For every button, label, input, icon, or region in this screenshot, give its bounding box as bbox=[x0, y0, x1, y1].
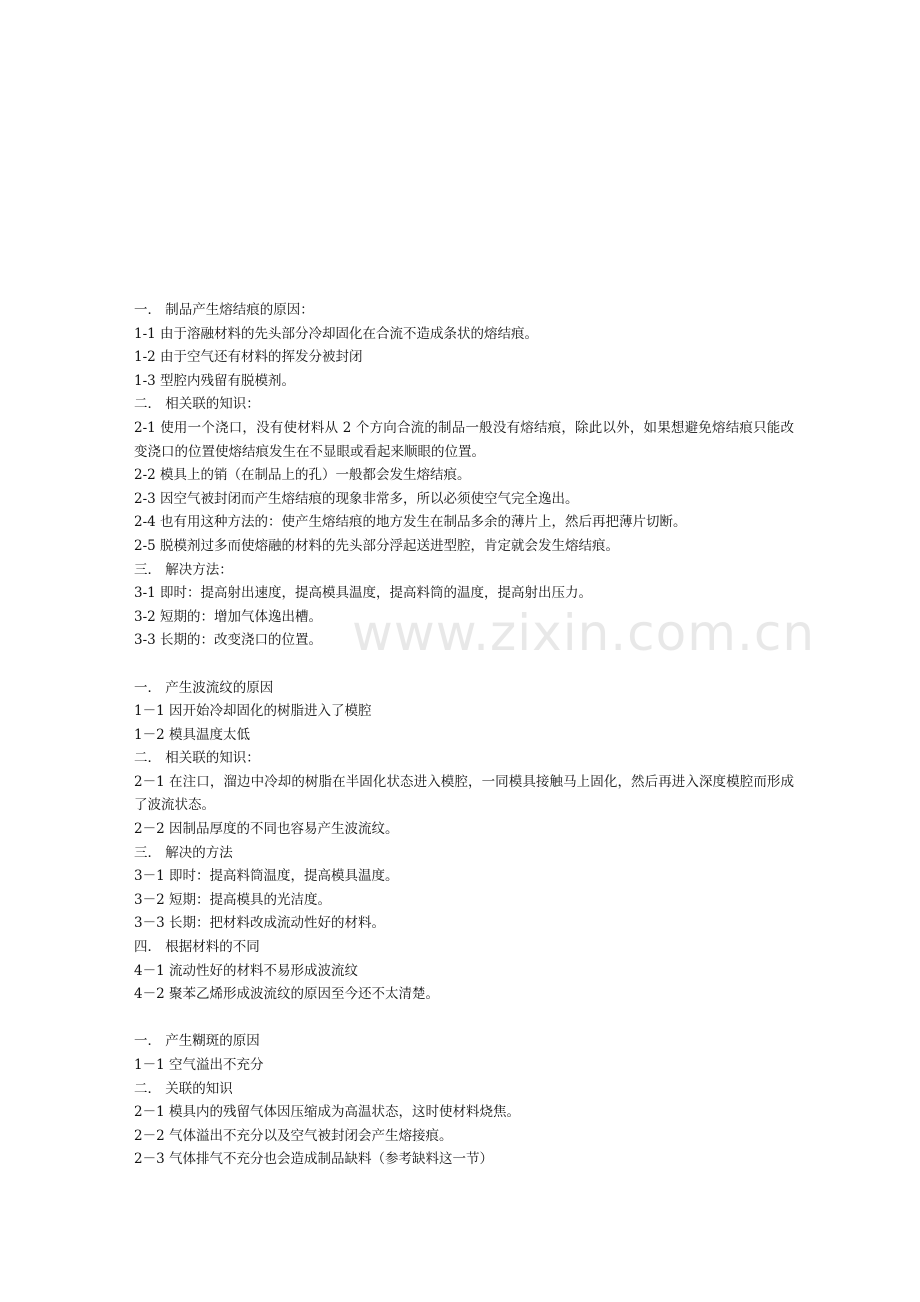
text-paragraph: 2－1 在注口，溜边中冷却的树脂在半固化状态进入模腔，一同模具接触马上固化，然后再进入深度模腔而形成了波流状态。 bbox=[134, 773, 794, 814]
text-line: 3－2 短期：提高模具的光洁度。 bbox=[134, 891, 331, 908]
text-line: 2－3 气体排气不充分也会造成制品缺料（参考缺料这一节） bbox=[134, 1151, 493, 1168]
text-line: 3-1 即时：提高射出速度，提高模具温度，提高料筒的温度，提高射出压力。 bbox=[134, 585, 593, 602]
blank-line bbox=[134, 1007, 794, 1031]
text-line: 2－2 因制品厚度的不同也容易产生波流纹。 bbox=[134, 821, 399, 838]
text-line: 3－1 即时：提高料筒温度，提高模具温度。 bbox=[134, 868, 399, 885]
text-paragraph: 2-1 使用一个浇口，没有使材料从 2 个方向合流的制品一般没有熔结痕，除此以外，如果想避免熔结痕只能改变浇口的位置使熔结痕发生在不显眼或看起来顺眼的位置。 bbox=[134, 419, 794, 460]
heading: 二． 关联的知识 bbox=[134, 1080, 233, 1097]
blank-line bbox=[134, 653, 794, 677]
section-flow-mark bbox=[134, 677, 794, 1007]
text-line: 1－1 因开始冷却固化的树脂进入了模腔 bbox=[134, 703, 372, 720]
heading: 三． 解决的方法 bbox=[134, 844, 233, 861]
section-weld-line bbox=[134, 299, 794, 653]
text-line: 2－2 气体溢出不充分以及空气被封闭会产生熔接痕。 bbox=[134, 1127, 453, 1144]
heading: 一． 产生波流纹的原因 bbox=[134, 679, 274, 696]
heading: 四． 根据材料的不同 bbox=[134, 939, 260, 956]
heading: 一． 制品产生熔结痕的原因： bbox=[134, 302, 314, 318]
heading: 二． 相关联的知识： bbox=[134, 750, 260, 767]
section-burn-mark bbox=[134, 1030, 794, 1172]
text-line: 1－1 空气溢出不充分 bbox=[134, 1057, 264, 1073]
text-line: 3-2 短期的：增加气体逸出槽。 bbox=[134, 608, 323, 625]
text-line: 1-1 由于溶融材料的先头部分冷却固化在合流不造成条状的熔结痕。 bbox=[134, 325, 539, 342]
text-line: 1-2 由于空气还有材料的挥发分被封闭 bbox=[134, 349, 363, 366]
watermark: www.zixin.com.cn bbox=[352, 604, 816, 662]
heading: 二． 相关联的知识： bbox=[134, 396, 260, 413]
text-line: 4－2 聚苯乙烯形成波流纹的原因至今还不太清楚。 bbox=[134, 986, 439, 1003]
text-line: 3-3 长期的：改变浇口的位置。 bbox=[134, 632, 323, 649]
document-body bbox=[134, 299, 794, 1172]
text-line: 2-4 也有用这种方法的：使产生熔结痕的地方发生在制品多余的薄片上，然后再把薄片切断。 bbox=[134, 514, 687, 531]
heading: 三． 解决方法： bbox=[134, 561, 233, 578]
heading: 一． 产生糊斑的原因 bbox=[134, 1033, 260, 1050]
text-line: 1-3 型腔内残留有脱模剂。 bbox=[134, 372, 296, 389]
text-line: 2－1 模具内的残留气体因压缩成为高温状态，这时使材料烧焦。 bbox=[134, 1104, 520, 1121]
text-line: 4－1 流动性好的材料不易形成波流纹 bbox=[134, 962, 358, 979]
text-line: 2-2 模具上的销（在制品上的孔）一般都会发生熔结痕。 bbox=[134, 467, 471, 484]
text-line: 2-3 因空气被封闭而产生熔结痕的现象非常多，所以必须使空气完全逸出。 bbox=[134, 490, 579, 507]
text-line: 1－2 模具温度太低 bbox=[134, 726, 250, 743]
text-line: 2-5 脱模剂过多而使熔融的材料的先头部分浮起送进型腔，肯定就会发生熔结痕。 bbox=[134, 537, 620, 554]
text-line: 3－3 长期：把材料改成流动性好的材料。 bbox=[134, 915, 385, 932]
